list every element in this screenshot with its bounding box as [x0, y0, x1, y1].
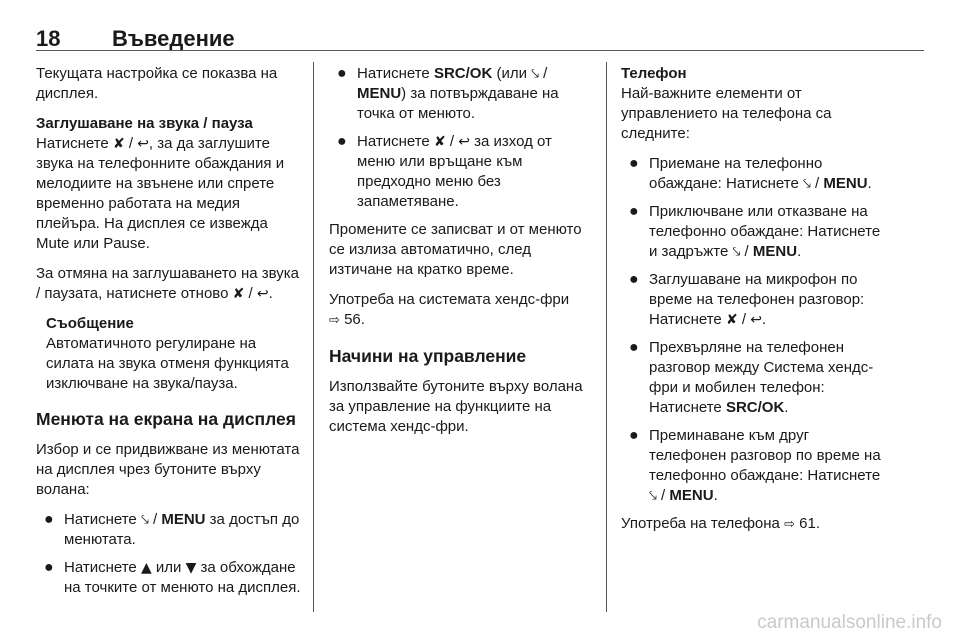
menu-bullets	[36, 510, 304, 598]
bullet-text: или	[151, 559, 186, 576]
page-ref[interactable]: 61.	[799, 515, 820, 532]
column-3	[621, 64, 887, 545]
header-rule	[36, 50, 924, 51]
list-item: ● Натиснете ▲ или ▼ за обхождане на точките от менюто на дисплея.	[44, 559, 301, 596]
srcok-key: SRC/OK	[725, 399, 785, 416]
back-arrow-icon: ↩	[137, 136, 149, 152]
menu-key: MENU	[357, 85, 402, 102]
watermark: carmanualsonline.info	[757, 612, 942, 633]
mute-icon: ✘	[232, 286, 245, 302]
mute-text-cont: , за да заглушите звука на телефонните обаждания и мелодиите на звънене или спрете временно работата на медия плейъра. На дисплея се извежда Mute или Pause.	[36, 135, 285, 252]
mute-icon: ✘	[725, 312, 738, 328]
menus-heading: Менюта на екрана на дисплея	[36, 409, 296, 429]
changes-paragraph: Промените се записват и от менюто се излиза автоматично, след изтичане на кратко време.	[329, 221, 582, 278]
list-item: ● Приемане на телефонно обаждане: Натиснете ⤥ / MENU.	[629, 155, 872, 192]
unmute-paragraph: За отмяна на заглушаването на звука / паузата, натиснете отново ✘ / ↩.	[36, 265, 299, 302]
phone-bullets	[621, 154, 887, 506]
list-item: ● Приключване или отказване на телефонно обаждане: Натиснете и задръжте ⤥ / MENU.	[629, 203, 881, 260]
note-box	[46, 314, 304, 394]
unmute-text: За отмяна на заглушаването на звука / паузата, натиснете отново	[36, 265, 299, 302]
phone-icon: ⤥	[802, 176, 811, 192]
page-header	[36, 10, 924, 50]
note-title: Съобщение	[46, 315, 134, 332]
column-2	[329, 64, 593, 447]
bullet-text: Прехвърляне на телефонен разговор между Система хендс-фри и мобилен телефон: Натиснете	[649, 339, 874, 416]
menu-key: MENU	[161, 511, 206, 528]
page-ref-icon: ⇨	[329, 313, 340, 328]
bullet-text: за изход от меню или връщане към предходно меню без запаметяване.	[357, 133, 552, 210]
up-triangle-icon: ▲	[140, 560, 152, 576]
phone-usage-paragraph	[621, 514, 887, 535]
bullet-text: Натиснете	[357, 133, 434, 150]
list-item: ● Натиснете SRC/OK (или ⤥ / MENU) за потвърждаване на точка от менюто.	[337, 65, 559, 122]
menu-key: MENU	[823, 175, 868, 192]
phone-section	[621, 64, 887, 144]
bullet-text: Натиснете	[357, 65, 434, 82]
list-item: ● Прехвърляне на телефонен разговор между Система хендс-фри и мобилен телефон: Натиснете SRC/OK.	[629, 339, 874, 416]
back-arrow-icon: ↩	[458, 134, 470, 150]
phone-icon: ⤥	[732, 244, 741, 260]
mute-title: Заглушаване на звука / пауза	[36, 115, 253, 132]
bullet-text: Натиснете	[64, 511, 141, 528]
bullet-text: Натиснете	[64, 559, 141, 576]
usage-text: Употреба на системата хендс-фри	[329, 291, 570, 308]
srcok-key: SRC/OK	[433, 65, 493, 82]
phone-intro: Най-важните елементи от управлението на телефона са следните:	[621, 85, 832, 142]
column-divider	[606, 62, 607, 612]
menu-key: MENU	[669, 487, 714, 504]
phone-icon: ⤥	[531, 66, 540, 82]
methods-body: Използвайте бутоните върху волана за управление на функциите на система хендс-фри.	[329, 378, 583, 435]
list-item: ● Преминаване към друг телефонен разговор по време на телефонно обаждане: Натиснете ⤥ / MENU.	[629, 427, 881, 504]
page-number: 18	[36, 26, 61, 51]
mute-icon: ✘	[112, 136, 125, 152]
bullet-text: Заглушаване на микрофон по време на телефонен разговор: Натиснете	[649, 271, 865, 328]
bullet-text: за обхождане на точките от менюто на дисплея.	[64, 559, 301, 596]
bullet-text: Приключване или отказване на телефонно обаждане: Натиснете и задръжте	[649, 203, 881, 260]
phone-title: Телефон	[621, 65, 687, 82]
column-1	[36, 64, 304, 606]
page-ref[interactable]: 56.	[344, 311, 365, 328]
phone-icon: ⤥	[649, 488, 657, 504]
down-triangle-icon: ▼	[185, 560, 197, 576]
menus-intro: Избор и се придвижване из менютата на дисплея чрез бутоните върху волана:	[36, 441, 300, 498]
menu-key: MENU	[752, 243, 798, 260]
note-body: Автоматичното регулиране на силата на звука отменя функцията изключване на звука/пауза.	[46, 335, 289, 392]
page-ref-icon: ⇨	[784, 517, 795, 532]
list-item: ● Заглушаване на микрофон по време на телефонен разговор: Натиснете ✘ / ↩.	[629, 271, 865, 328]
back-arrow-icon: ↩	[256, 286, 269, 302]
bullet-text: Преминаване към друг телефонен разговор по време на телефонно обаждане: Натиснете	[649, 427, 881, 484]
mute-section: Заглушаване на звука / пауза Натиснете ✘ / ↩, за да заглушите звука на телефонните обаждания и мелодиите на звънене или спрете временно работата на медия плейъра. На дисплея се извежда Mute или Pause.	[36, 114, 304, 254]
section-title: Въведение	[112, 26, 235, 51]
column-divider	[313, 62, 314, 612]
back-arrow-icon: ↩	[750, 312, 762, 328]
mute-icon: ✘	[433, 134, 446, 150]
bullet-text: ) за потвърждаване на точка от менюто.	[357, 85, 559, 122]
phone-icon: ⤥	[140, 512, 149, 528]
mute-text: Натиснете	[36, 135, 113, 152]
list-item: ● Натиснете ✘ / ↩ за изход от меню или връщане към предходно меню без запаметяване.	[337, 133, 552, 210]
confirm-bullets	[329, 64, 593, 212]
usage-paragraph	[329, 290, 593, 331]
bullet-text: (или	[492, 65, 532, 82]
bullet-text: за достъп до менютата.	[64, 511, 300, 548]
list-item: ● Натиснете ⤥ / MENU за достъп до менютата.	[44, 511, 300, 548]
bullet-text: Приемане на телефонно обаждане: Натиснете	[649, 155, 823, 192]
intro-paragraph: Текущата настройка се показва на дисплея.	[36, 65, 278, 102]
methods-heading: Начини на управление	[329, 346, 527, 366]
usage-text: Употреба на телефона	[621, 515, 780, 532]
